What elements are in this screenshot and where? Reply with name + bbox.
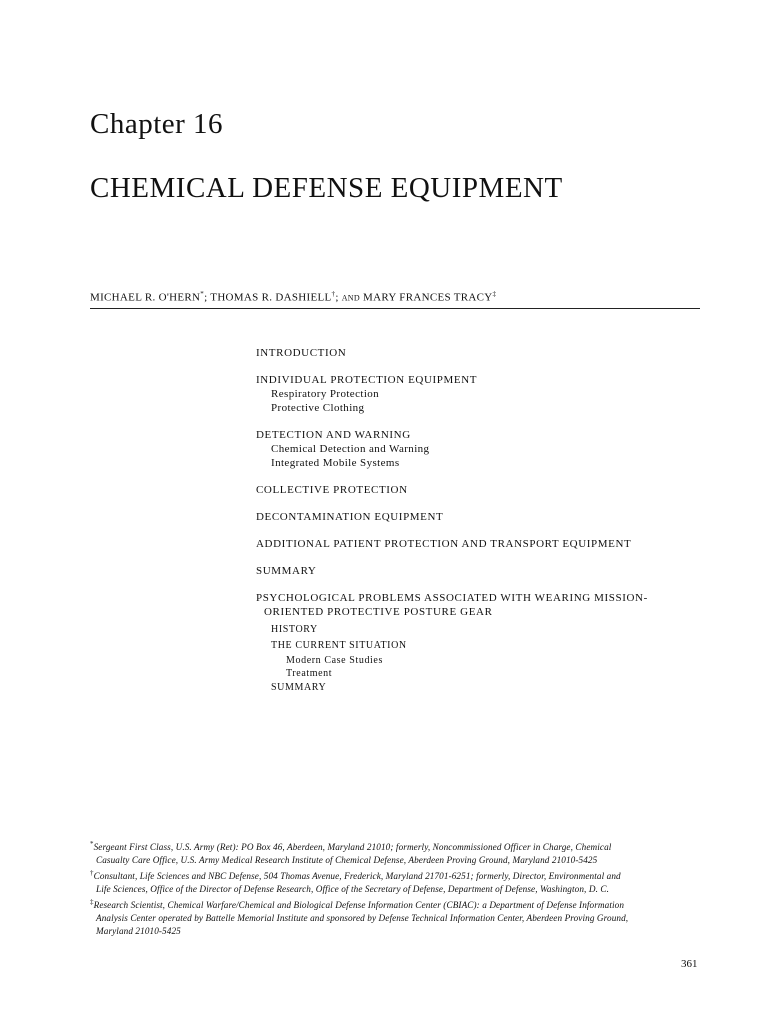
footnote-text: Research Scientist, Chemical Warfare/Chemical and Biological Defense Information Center (CBIAC): a Department of Defense Information: [93, 900, 625, 911]
author-separator: ;: [335, 291, 342, 304]
toc-heading: COLLECTIVE PROTECTION: [256, 484, 408, 496]
footnote-mark: ‡: [90, 898, 94, 907]
author-separator: ;: [204, 291, 211, 304]
table-of-contents: [256, 346, 716, 709]
chapter-title: CHEMICAL DEFENSE EQUIPMENT: [90, 172, 563, 204]
toc-section: [256, 537, 716, 551]
toc-heading: ADDITIONAL PATIENT PROTECTION AND TRANSPORT EQUIPMENT: [256, 538, 632, 550]
footnote-text: Analysis Center operated by Battelle Memorial Institute and sponsored by Defense Technical Information Center, Aberdeen Proving Ground,: [96, 913, 629, 924]
author-line: [90, 290, 700, 309]
toc-section: [256, 591, 716, 696]
toc-subheading: Respiratory Protection: [271, 388, 380, 400]
author-conjunction: AND: [341, 293, 360, 303]
footnote: [90, 867, 705, 896]
footnote-text: Life Sciences, Office of the Director of Defense Research, Office of the Secretary of Defense, Department of Defense, Washington, D. C.: [96, 884, 609, 895]
toc-section: [256, 428, 716, 470]
toc-heading: DECONTAMINATION EQUIPMENT: [256, 511, 444, 523]
author-name: MICHAEL R. O'HERN: [90, 291, 201, 304]
footnote-mark: †: [90, 869, 94, 878]
footnote: [90, 896, 705, 938]
footnote-text: Sergeant First Class, U.S. Army (Ret): PO Box 46, Aberdeen, Maryland 21010; formerly, Noncommissioned Officer in Charge, Chemical: [93, 842, 612, 853]
toc-subheading: Chemical Detection and Warning: [271, 443, 430, 455]
footnote-text: Maryland 21010-5425: [96, 926, 181, 937]
toc-section: [256, 510, 716, 524]
chapter-label: Chapter 16: [90, 108, 224, 140]
footnote-mark: *: [200, 290, 205, 298]
author-name: THOMAS R. DASHIELL: [210, 291, 332, 304]
footnote-mark: ‡: [492, 290, 497, 298]
author-name: MARY FRANCES TRACY: [363, 291, 493, 304]
toc-section: [256, 346, 716, 360]
toc-section: [256, 564, 716, 578]
footnote-text: Casualty Care Office, U.S. Army Medical Research Institute of Chemical Defense, Aberdeen Proving Ground, Maryland 21010-5425: [96, 855, 598, 866]
toc-section: [256, 373, 716, 415]
toc-heading-continued: ORIENTED PROTECTIVE POSTURE GEAR: [264, 606, 493, 618]
toc-sub-subheading: Modern Case Studies: [286, 655, 383, 666]
toc-heading: PSYCHOLOGICAL PROBLEMS ASSOCIATED WITH WEARING MISSION-: [256, 592, 648, 604]
toc-heading: DETECTION AND WARNING: [256, 429, 411, 441]
toc-subheading: HISTORY: [271, 624, 318, 635]
toc-subheading: Integrated Mobile Systems: [271, 457, 400, 469]
footnotes: [90, 838, 705, 938]
footnote-mark: *: [90, 840, 94, 848]
toc-sub-subheading: Treatment: [286, 668, 333, 679]
footnote-text: Consultant, Life Sciences and NBC Defense, 504 Thomas Avenue, Frederick, Maryland 21701-6251; formerly, Director, Environmental and: [93, 871, 621, 882]
footnote: [90, 838, 705, 867]
toc-section: [256, 483, 716, 497]
footnote-mark: †: [331, 290, 336, 298]
toc-subheading: SUMMARY: [271, 682, 327, 693]
page-number: 361: [681, 958, 698, 970]
toc-heading: INDIVIDUAL PROTECTION EQUIPMENT: [256, 374, 478, 386]
toc-subheading: Protective Clothing: [271, 402, 365, 414]
toc-subheading: THE CURRENT SITUATION: [271, 640, 407, 651]
toc-heading: INTRODUCTION: [256, 347, 347, 359]
toc-heading: SUMMARY: [256, 565, 317, 577]
